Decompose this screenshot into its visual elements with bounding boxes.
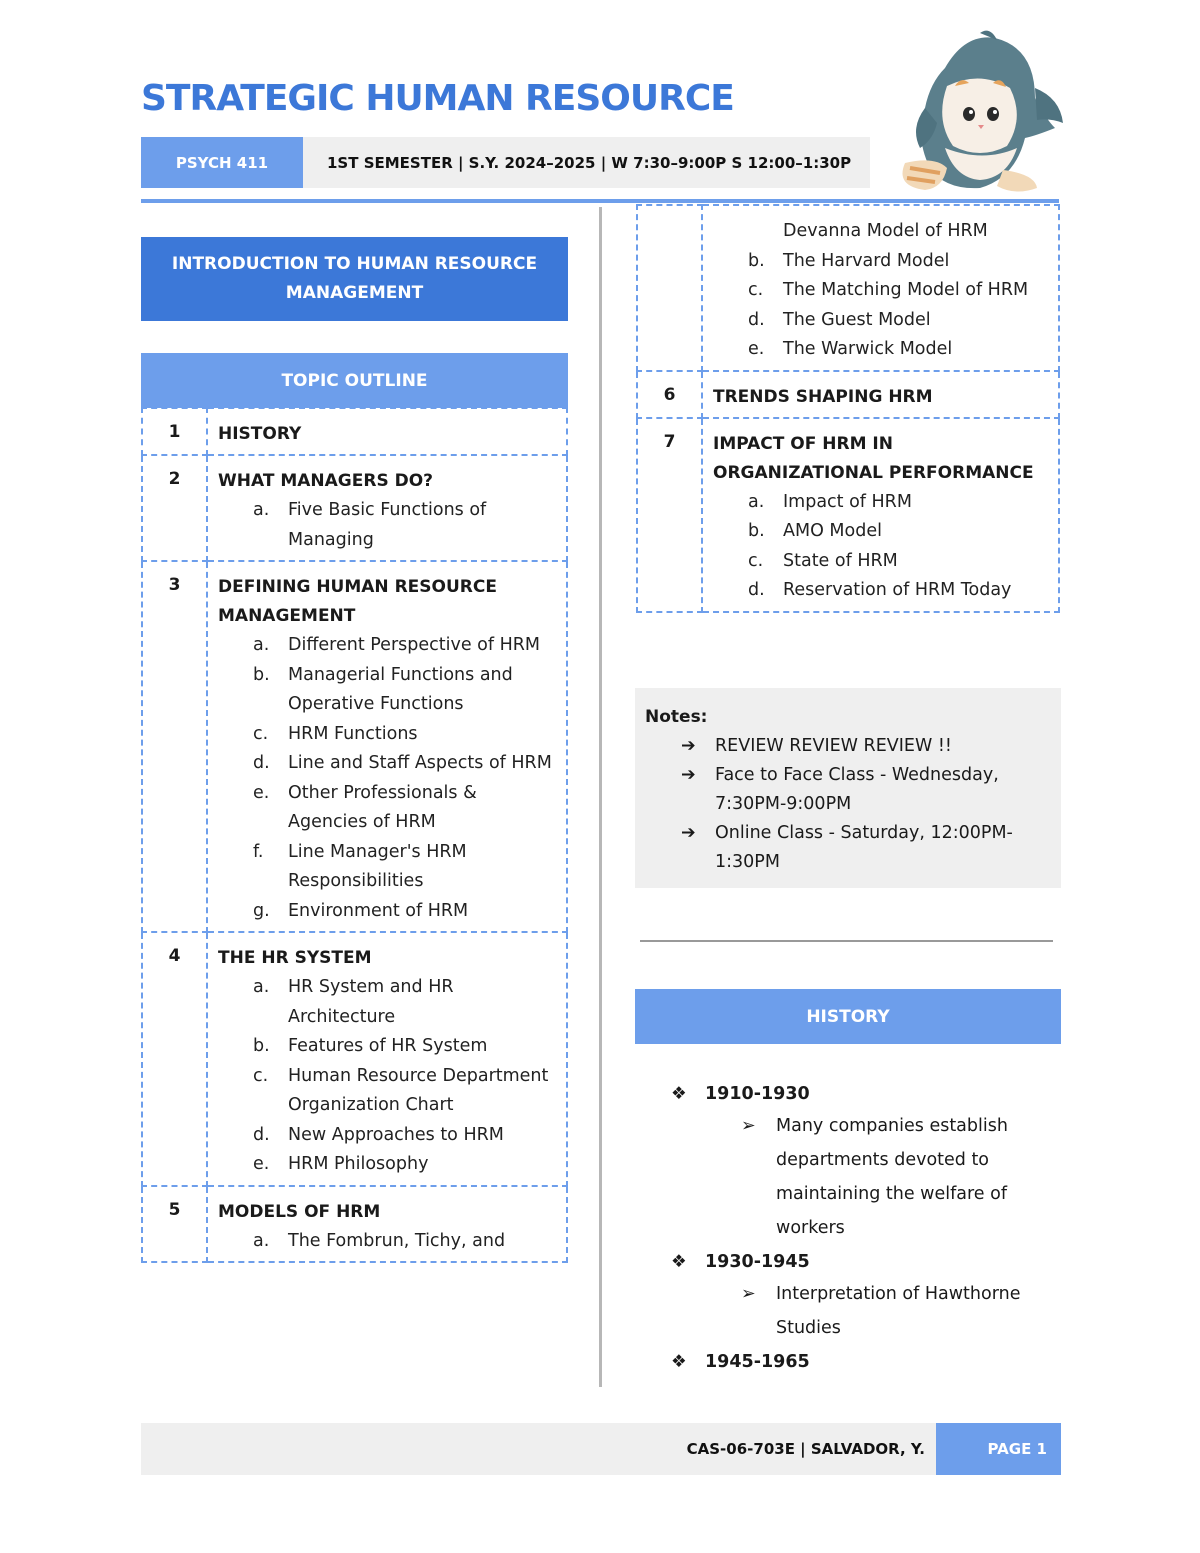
right-arrow-icon: ➔	[681, 765, 696, 785]
outline-row	[637, 418, 1059, 612]
subtopic-text: Environment of HRM	[288, 900, 469, 921]
subtopic-item	[253, 720, 558, 750]
subtopic-text: AMO Model	[783, 521, 882, 541]
arrowhead-bullet-icon: ➢	[741, 1116, 756, 1136]
outline-number	[637, 205, 702, 371]
outline-row	[142, 932, 567, 1186]
note-item	[681, 819, 1051, 877]
topic-heading: HISTORY	[218, 424, 302, 444]
arrowhead-bullet-icon: ➢	[741, 1284, 756, 1304]
topic-heading: THE HR SYSTEM	[218, 948, 372, 968]
outline-row	[142, 1186, 567, 1263]
history-period	[671, 1079, 1061, 1109]
notes-title: Notes:	[645, 707, 708, 727]
footer-author: CAS-06-703E | SALVADOR, Y.	[686, 1440, 925, 1458]
subtopic-letter: a.	[253, 1230, 270, 1251]
topic-heading: WHAT MANAGERS DO?	[218, 471, 434, 491]
subtopic-item	[253, 1032, 558, 1062]
subtopic-letter: a.	[748, 491, 765, 512]
event-text: Interpretation of Hawthorne Studies	[776, 1284, 1021, 1338]
outline-topic	[207, 455, 567, 561]
period-label: 1945-1965	[705, 1352, 810, 1372]
outline-row	[142, 455, 567, 561]
notes-list	[681, 732, 1051, 877]
subtopic-list	[253, 973, 558, 1180]
subtopic-item	[748, 517, 1050, 547]
subtopic-item	[748, 276, 1050, 306]
history-header: HISTORY	[635, 989, 1061, 1044]
subtopic-item	[748, 547, 1050, 577]
period-label: 1930-1945	[705, 1252, 810, 1272]
subtopic-item	[253, 838, 558, 897]
subtopic-letter: b.	[253, 1036, 270, 1056]
section-banner-intro: INTRODUCTION TO HUMAN RESOURCE MANAGEMENT	[141, 237, 568, 321]
note-text: REVIEW REVIEW REVIEW !!	[715, 736, 952, 756]
subtopic-item	[253, 1121, 558, 1151]
outline-topic	[702, 371, 1059, 418]
subtopic-item	[253, 1062, 558, 1121]
subtopic-text: HR System and HR Architecture	[288, 977, 454, 1027]
subtopic-letter: b.	[253, 664, 270, 685]
outline-topic	[207, 408, 567, 455]
outline-number: 6	[637, 371, 702, 418]
outline-topic	[207, 1186, 567, 1263]
subtopic-item	[253, 1227, 558, 1257]
outline-row	[142, 561, 567, 932]
subtopic-item	[748, 217, 1050, 247]
topic-heading: MODELS OF HRM	[218, 1201, 381, 1222]
right-arrow-icon: ➔	[681, 823, 696, 843]
subtopic-text: Line and Staff Aspects of HRM	[288, 753, 552, 773]
subtopic-text: Line Manager's HRM Responsibilities	[288, 841, 467, 891]
subtopic-letter: c.	[253, 1065, 269, 1086]
subtopic-item	[253, 973, 558, 1032]
subtopic-letter: e.	[748, 339, 765, 359]
diamond-bullet-icon: ❖	[671, 1252, 687, 1272]
subtopic-letter: e.	[253, 1154, 270, 1174]
outline-topic	[702, 205, 1059, 371]
topic-heading: IMPACT OF HRM IN ORGANIZATIONAL PERFORMANCE	[713, 433, 1034, 483]
history-period	[671, 1247, 1061, 1277]
subtopic-letter: c.	[748, 280, 764, 300]
subtopic-text: Features of HR System	[288, 1036, 488, 1056]
section-divider	[640, 940, 1053, 942]
subtopic-text: The Guest Model	[783, 309, 931, 330]
subtopic-text: Reservation of HRM Today	[783, 580, 1012, 600]
subtopic-text: Five Basic Functions of Managing	[288, 500, 487, 550]
outline-number: 7	[637, 418, 702, 612]
subtopic-text: State of HRM	[783, 550, 898, 571]
subtopic-list	[748, 488, 1050, 606]
subtopic-text: Other Professionals & Agencies of HRM	[288, 782, 477, 832]
subtopic-letter: a.	[253, 977, 270, 997]
subtopic-text: The Harvard Model	[783, 250, 950, 271]
page-number: PAGE 1	[936, 1423, 1061, 1475]
subtopic-letter: a.	[253, 635, 270, 655]
subtopic-text: Devanna Model of HRM	[783, 221, 988, 241]
subtopic-item	[253, 1150, 558, 1180]
note-text: Online Class - Saturday, 12:00PM-1:30PM	[715, 823, 1013, 872]
right-arrow-icon: ➔	[681, 736, 696, 756]
subtopic-text: Different Perspective of HRM	[288, 635, 541, 655]
subtopic-item	[253, 749, 558, 779]
subtopic-item	[748, 488, 1050, 518]
subtopic-item	[253, 631, 558, 661]
topic-outline-header: TOPIC OUTLINE	[141, 353, 568, 408]
outline-topic	[207, 561, 567, 932]
subtopic-text: HRM Philosophy	[288, 1154, 429, 1174]
history-period	[671, 1347, 1061, 1377]
subtopic-letter: g.	[253, 900, 270, 921]
outline-number: 3	[142, 561, 207, 932]
subtopic-text: Impact of HRM	[783, 491, 912, 512]
note-item	[681, 761, 1051, 819]
topic-heading: DEFINING HUMAN RESOURCE MANAGEMENT	[218, 577, 497, 626]
subtopic-letter: d.	[253, 1124, 270, 1145]
subtopic-item	[253, 496, 558, 555]
subtopic-text: The Fombrun, Tichy, and	[288, 1230, 506, 1251]
subtopic-letter: b.	[748, 250, 765, 271]
outline-number: 5	[142, 1186, 207, 1263]
outline-row	[637, 205, 1059, 371]
diamond-bullet-icon: ❖	[671, 1084, 687, 1104]
subtopic-item	[253, 897, 558, 927]
subtopic-text: Human Resource Department Organization Chart	[288, 1065, 549, 1115]
outline-number: 2	[142, 455, 207, 561]
event-text: Many companies establish departments devoted to maintaining the welfare of workers	[776, 1116, 1008, 1238]
subtopic-letter: d.	[748, 580, 765, 600]
subtopic-letter: e.	[253, 782, 270, 803]
subtopic-item	[748, 247, 1050, 277]
document-title: STRATEGIC HUMAN RESOURCE	[141, 78, 734, 119]
subtopic-letter: b.	[748, 521, 765, 541]
subtopic-item	[253, 661, 558, 720]
subtopic-letter: c.	[253, 723, 269, 744]
subtopic-letter: d.	[253, 753, 270, 773]
history-timeline	[671, 1079, 1061, 1377]
column-divider	[599, 207, 602, 1387]
notes-panel	[635, 688, 1061, 888]
note-text: Face to Face Class - Wednesday, 7:30PM-9:00PM	[715, 765, 999, 814]
course-info-bar: 1ST SEMESTER | S.Y. 2024–2025 | W 7:30–9:00P S 12:00–1:30P	[303, 137, 870, 188]
outline-number: 1	[142, 408, 207, 455]
history-event	[741, 1277, 1061, 1345]
subtopic-text: HRM Functions	[288, 723, 418, 744]
footer-bar	[141, 1423, 1061, 1475]
subtopic-list	[253, 631, 558, 926]
subtopic-text: The Warwick Model	[783, 339, 953, 359]
subtopic-text: New Approaches to HRM	[288, 1124, 504, 1145]
subtopic-item	[748, 576, 1050, 606]
outline-topic	[702, 418, 1059, 612]
topic-outline-table-left	[141, 407, 568, 1263]
period-label: 1910-1930	[705, 1084, 810, 1104]
subtopic-item	[748, 306, 1050, 336]
subtopic-letter: d.	[748, 309, 765, 330]
cat-in-shark-costume-icon	[885, 28, 1065, 198]
subtopic-letter: c.	[748, 550, 764, 571]
subtopic-list	[253, 1227, 558, 1257]
note-item	[681, 732, 1051, 761]
outline-topic	[207, 932, 567, 1186]
subtopic-item	[748, 335, 1050, 365]
diamond-bullet-icon: ❖	[671, 1352, 687, 1372]
outline-row	[637, 371, 1059, 418]
outline-number: 4	[142, 932, 207, 1186]
history-event	[741, 1109, 1061, 1245]
subtopic-list	[253, 496, 558, 555]
subtopic-text: Managerial Functions and Operative Functions	[288, 664, 513, 714]
topic-heading: TRENDS SHAPING HRM	[713, 386, 933, 407]
subtopic-letter: f.	[253, 841, 264, 862]
topic-outline-table-right	[636, 204, 1060, 613]
header-divider	[141, 199, 1059, 203]
course-code-badge: PSYCH 411	[141, 137, 303, 188]
subtopic-item	[253, 779, 558, 838]
subtopic-list	[748, 217, 1050, 365]
outline-row	[142, 408, 567, 455]
subtopic-text: The Matching Model of HRM	[783, 280, 1029, 300]
subtopic-letter: a.	[253, 500, 270, 520]
